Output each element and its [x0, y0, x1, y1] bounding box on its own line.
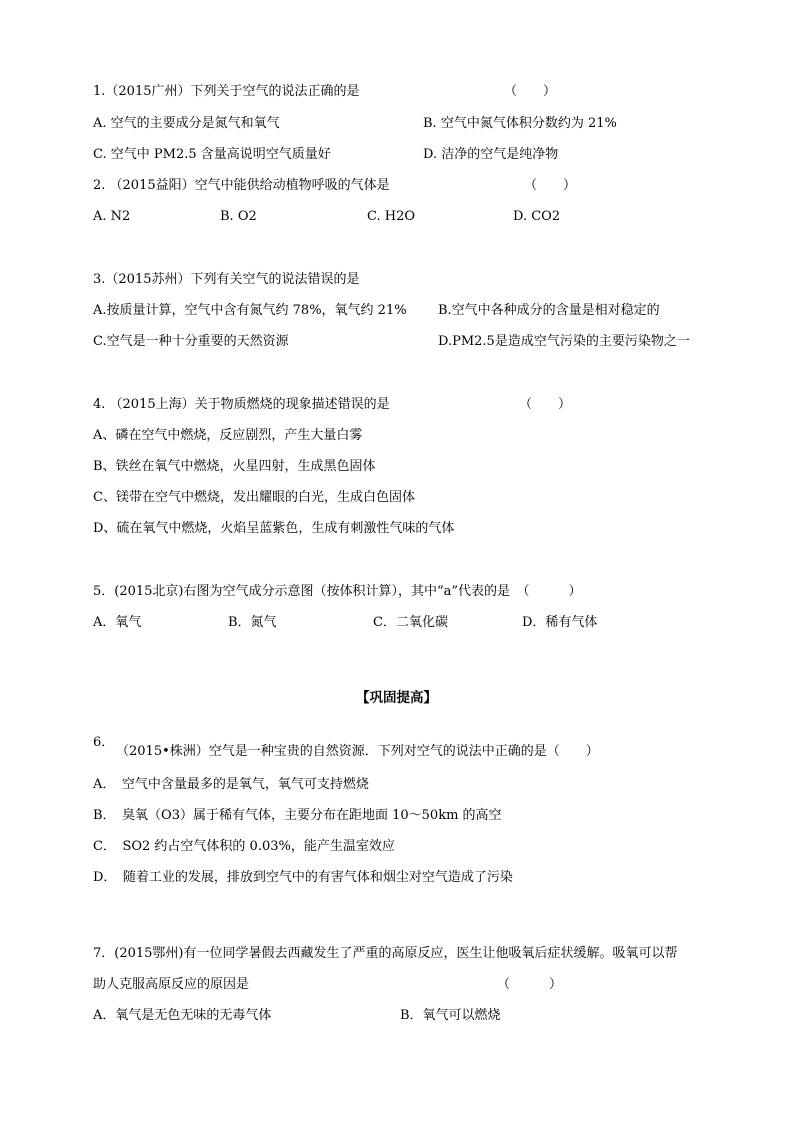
- question-1-option-a: A. 空气的主要成分是氮气和氧气: [93, 116, 280, 131]
- question-4-option-b: B、铁丝在氧气中燃烧，火星四射，生成黑色固体: [93, 459, 376, 474]
- question-6-option-b: B． 臭氧（O3）属于稀有气体，主要分布在距地面 10～50km 的高空: [93, 808, 502, 823]
- question-5-option-b: B．氮气: [228, 615, 277, 630]
- question-7-option-b: B．氧气可以燃烧: [400, 1008, 501, 1023]
- question-4-stem: 4. （2015上海）关于物质燃烧的现象描述错误的是: [93, 397, 390, 412]
- question-6-number: 6．: [93, 735, 115, 750]
- question-1-answer-bracket: （ ）: [504, 84, 557, 99]
- question-1-option-c: C. 空气中 PM2.5 含量高说明空气质量好: [93, 147, 331, 162]
- question-1-option-b: B. 空气中氮气体积分数约为 21%: [423, 116, 617, 131]
- question-7-stem-line-2: 助人克服高原反应的原因是: [93, 977, 250, 992]
- question-5-option-d: D．稀有气体: [522, 615, 598, 630]
- question-4-option-d: D、硫在氧气中燃烧，火焰呈蓝紫色，生成有刺激性气味的气体: [93, 521, 455, 536]
- question-3-option-c: C.空气是一种十分重要的天然资源: [93, 334, 289, 349]
- question-2-option-d: D. CO2: [513, 209, 561, 224]
- question-2-stem: 2. （2015益阳）空气中能供给动植物呼吸的气体是: [93, 178, 390, 193]
- question-6-option-a: A． 空气中含量最多的是氧气，氧气可支持燃烧: [93, 777, 369, 792]
- question-2-option-a: A. N2: [93, 209, 131, 224]
- question-3-option-b: B.空气中各种成分的含量是相对稳定的: [438, 303, 660, 318]
- question-4-answer-bracket: （ ）: [519, 397, 572, 412]
- question-5-option-c: C．二氧化碳: [373, 615, 448, 630]
- question-2-option-c: C. H2O: [367, 209, 416, 224]
- question-7-option-a: A．氧气是无色无味的无毒气体: [93, 1008, 272, 1023]
- question-6-option-c: C． SO2 约占空气体积的 0.03%，能产生温室效应: [93, 839, 395, 854]
- question-6-option-d: D． 随着工业的发展，排放到空气中的有害气体和烟尘对空气造成了污染: [93, 870, 513, 885]
- question-7-answer-bracket: （ ）: [497, 977, 563, 992]
- question-1-option-d: D. 洁净的空气是纯净物: [423, 147, 559, 162]
- question-5-option-a: A．氧气: [93, 615, 142, 630]
- question-3-stem: 3.（2015苏州）下列有关空气的说法错误的是: [93, 272, 360, 287]
- question-4-option-a: A、磷在空气中燃烧，反应剧烈，产生大量白雾: [93, 428, 363, 443]
- question-4-option-c: C、镁带在空气中燃烧，发出耀眼的白光，生成白色固体: [93, 490, 415, 505]
- question-6-stem: （2015•株洲）空气是一种宝贵的自然资源．下列对空气的说法中正确的是（ ）: [116, 744, 599, 759]
- question-2-answer-bracket: （ ）: [524, 178, 577, 193]
- question-7-stem-line-1: 7．(2015鄂州)有一位同学暑假去西藏发生了严重的高原反应，医生让他吸氧后症状缓解。吸氧可以帮: [93, 946, 678, 961]
- question-3-option-a: A.按质量计算，空气中含有氮气约 78%，氧气约 21%: [93, 303, 407, 318]
- question-1-stem: 1.（2015广州）下列关于空气的说法正确的是: [93, 84, 360, 99]
- question-2-option-b: B. O2: [220, 209, 257, 224]
- question-5-stem: 5．(2015北京)右图为空气成分示意图（按体积计算），其中“a”代表的是 （ ）: [93, 584, 582, 599]
- question-3-option-d: D.PM2.5是造成空气污染的主要污染物之一: [438, 334, 690, 349]
- section-title: 【巩固提高】: [356, 690, 437, 706]
